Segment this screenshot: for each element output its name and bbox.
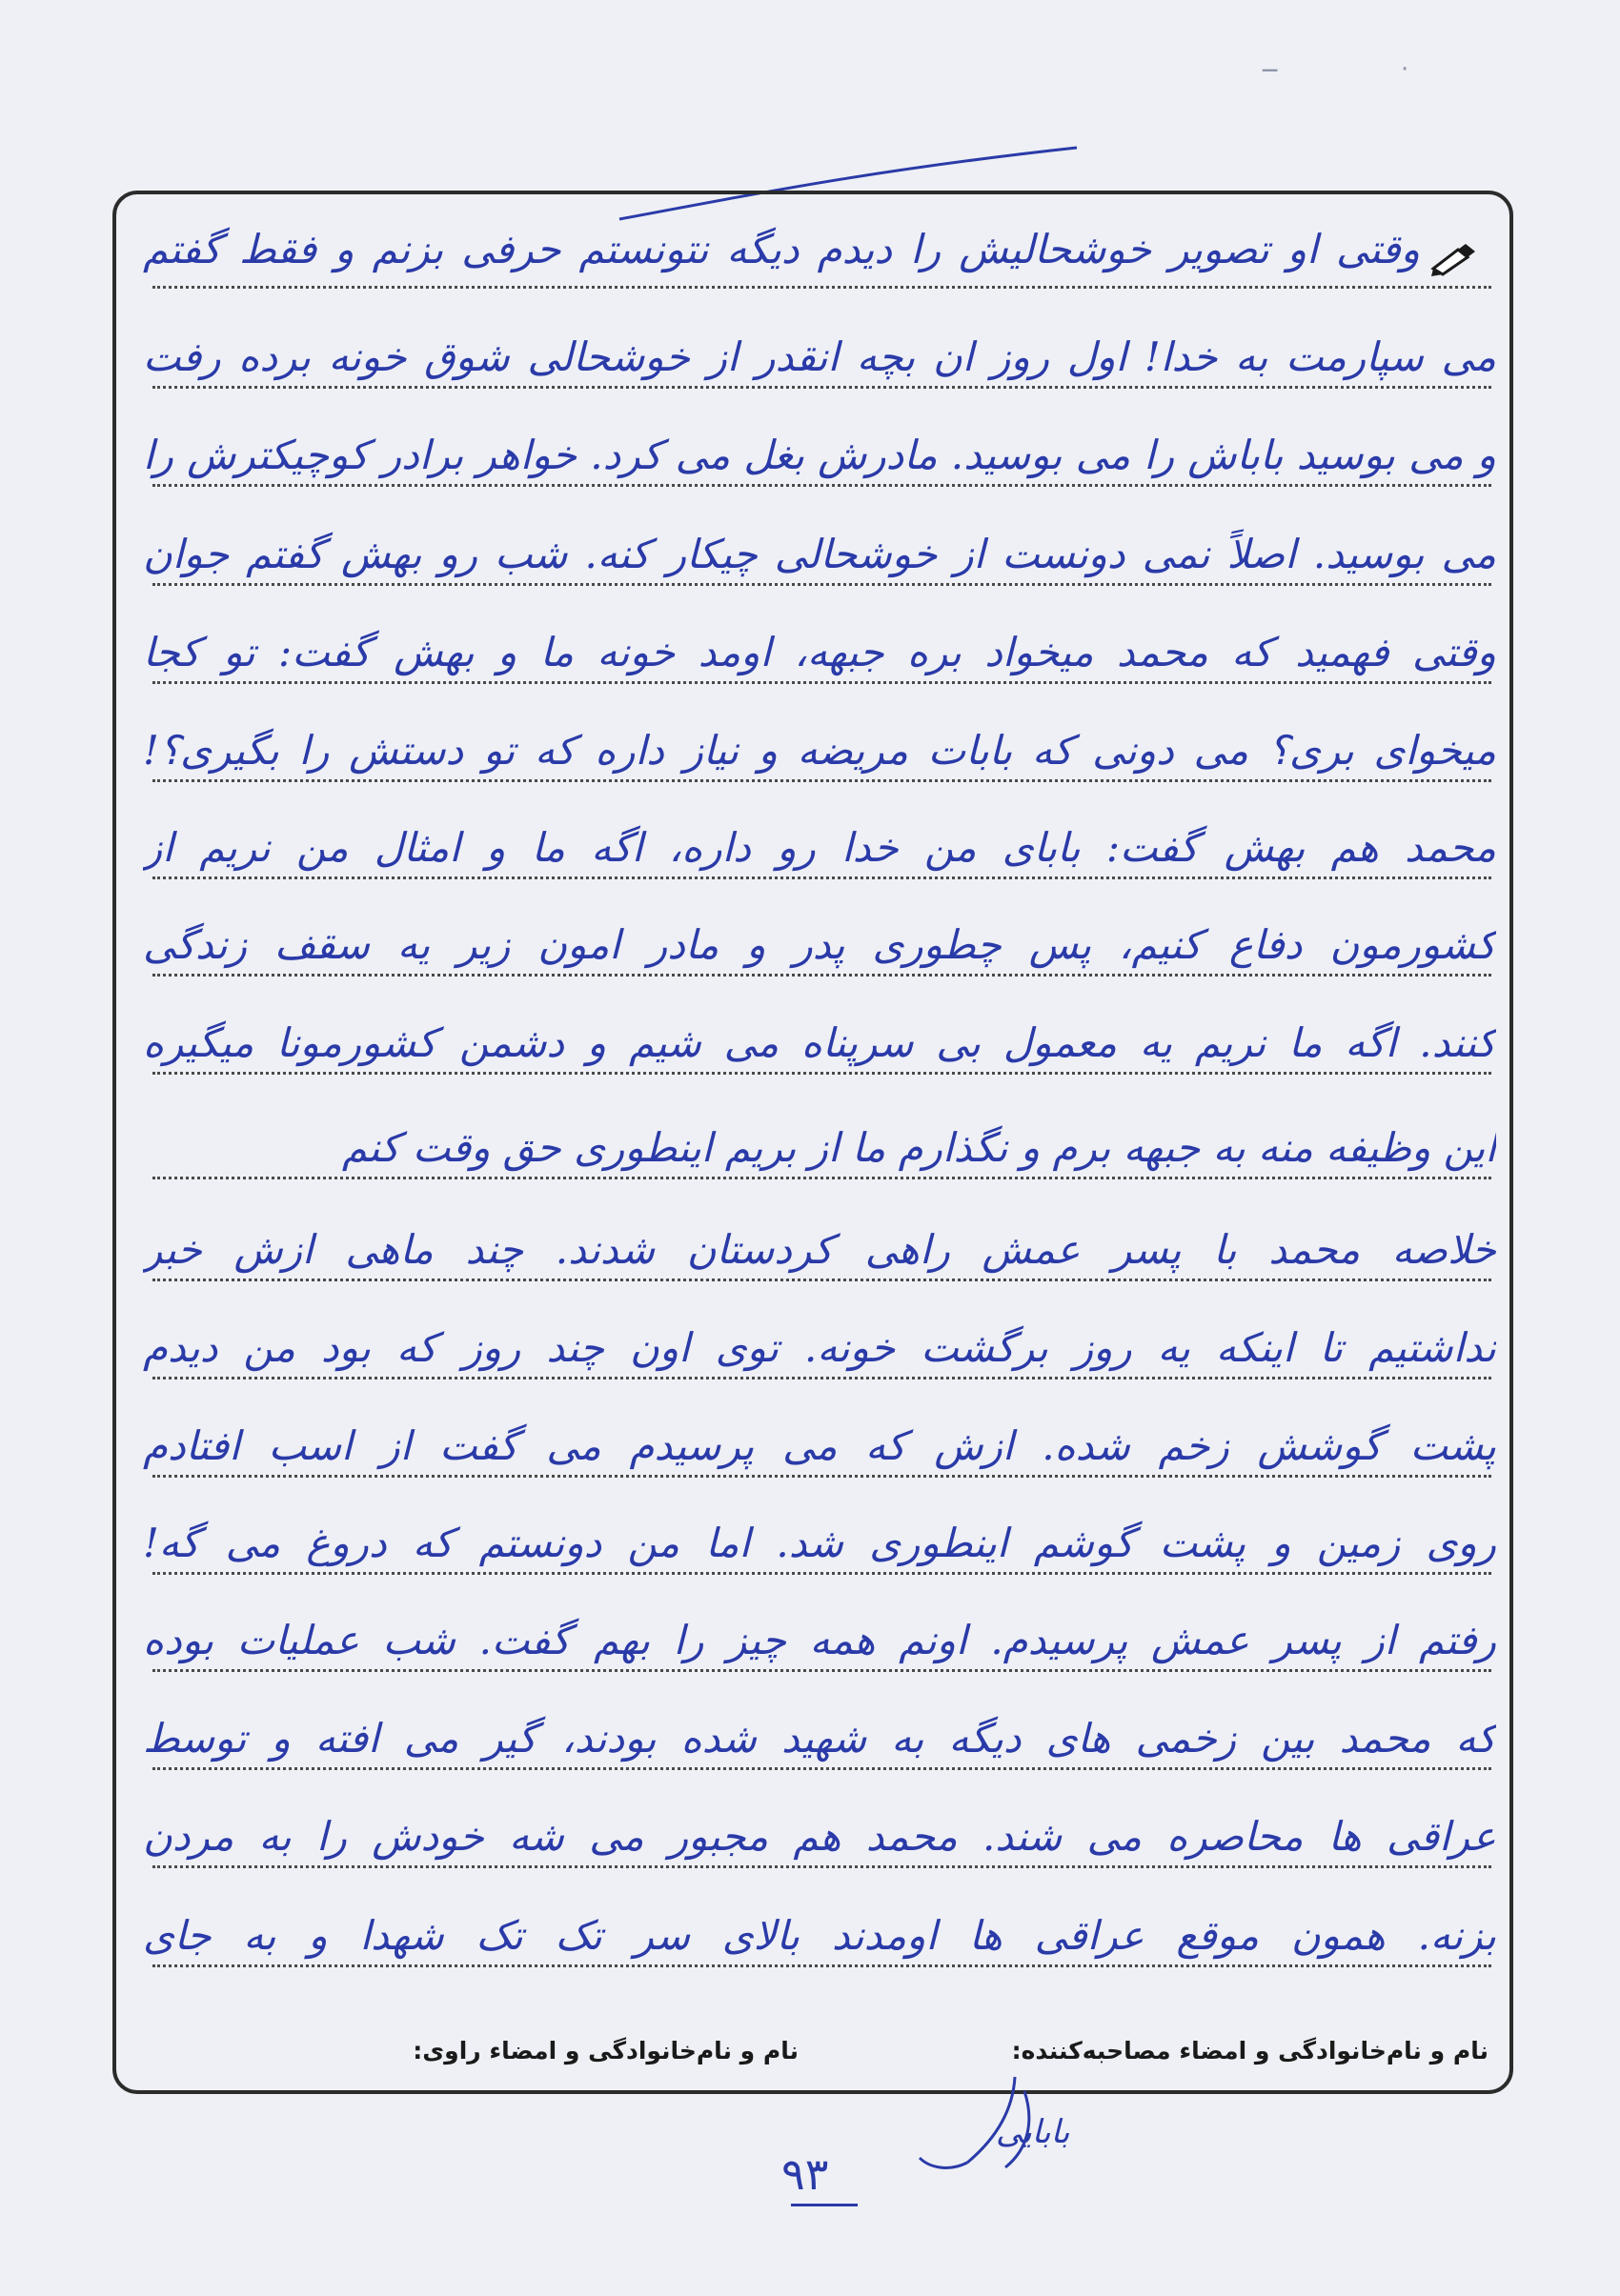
- ruled-line: [152, 1072, 1491, 1075]
- handwritten-line: وقتی فهمید که محمد میخواد بره جبهه، اومد خونه ما و بهش گفت: تو کجا: [143, 629, 1496, 675]
- ruled-line: [152, 583, 1491, 586]
- page-number-underline: [791, 2204, 858, 2206]
- ruled-line: [152, 1377, 1491, 1380]
- narrator-signature-label: نام و نام‌خانوادگی و امضاء راوی:: [413, 2037, 799, 2064]
- handwritten-line: می بوسید. اصلاً نمی دونست از خوشحالی چیکار کنه. شب رو بهش گفتم جوان: [143, 531, 1496, 577]
- ruled-line: [152, 1572, 1491, 1575]
- ruled-line: [152, 681, 1491, 684]
- handwritten-line: خلاصه محمد با پسر عمش راهی کردستان شدند. چند ماهی ازش خبر: [143, 1226, 1496, 1273]
- ruled-line: [152, 1964, 1491, 1967]
- handwritten-line: وقتی او تصویر خوشحالیش را دیدم دیگه نتونستم حرفی بزنم و فقط گفتم: [143, 226, 1420, 272]
- pen-icon: [1429, 240, 1479, 278]
- handwritten-line: می سپارمت به خدا! اول روز ان بچه انقدر از خوشحالی شوق خونه برده رفت: [143, 333, 1496, 380]
- handwritten-line: که محمد بین زخمی های دیگه به شهید شده بودند، گیر می افته و توسط: [143, 1715, 1496, 1762]
- paper-speck: ـ‌ـ: [1263, 50, 1278, 78]
- handwritten-line: محمد هم بهش گفت: بابای من خدا رو داره، اگه ما و امثال من نریم از: [143, 824, 1496, 871]
- handwritten-line: روی زمین و پشت گوشم اینطوری شد. اما من دونستم که دروغ می گه!: [143, 1520, 1496, 1566]
- ruled-line: [152, 1767, 1491, 1770]
- ruled-line: [152, 1669, 1491, 1672]
- handwritten-line: این وظیفه منه به جبهه برم و نگذارم ما از بریم اینطوری حق وقت کنم: [341, 1124, 1496, 1171]
- interviewer-signature-label: نام و نام‌خانوادگی و امضاء مصاحبه‌کننده:: [1011, 2037, 1488, 2064]
- ruled-line: [152, 779, 1491, 782]
- handwritten-line: پشت گوشش زخم شده. ازش که می پرسیدم می گفت از اسب افتادم: [143, 1422, 1496, 1469]
- ruled-line: [152, 974, 1491, 977]
- ruled-line: [152, 1865, 1491, 1868]
- ruled-line: [152, 286, 1491, 289]
- paper-speck: ·: [1401, 55, 1409, 84]
- ruled-line: [152, 1279, 1491, 1281]
- ruled-line: [152, 1177, 1491, 1179]
- handwritten-line: میخوای بری؟ می دونی که بابات مریضه و نیاز داره که تو دستش را بگیری؟!: [143, 727, 1496, 774]
- handwritten-line: عراقی ها محاصره می شند. محمد هم مجبور می شه خودش را به مردن: [143, 1813, 1496, 1860]
- ruled-line: [152, 1475, 1491, 1478]
- handwritten-line: کنند. اگه ما نریم یه معمول بی سرپناه می شیم و دشمن کشورمونا میگیره: [143, 1019, 1496, 1066]
- handwritten-line: و می بوسید باباش را می بوسید. مادرش بغل می کرد. خواهر برادر کوچیکترش را: [143, 432, 1496, 478]
- ruled-line: [152, 484, 1491, 487]
- handwritten-line: رفتم از پسر عمش پرسیدم. اونم همه چیز را بهم گفت. شب عملیات بوده: [143, 1617, 1496, 1663]
- handwritten-line: نداشتیم تا اینکه یه روز برگشت خونه. توی اون چند روز که بود من دیدم: [143, 1324, 1496, 1371]
- handwritten-line: بزنه. همون موقع عراقی ها اومدند بالای سر تک تک شهدا و به جای: [143, 1912, 1496, 1959]
- ruled-line: [152, 876, 1491, 879]
- page-number: ۹۳: [781, 2148, 829, 2200]
- signature-name: بابایی: [996, 2113, 1070, 2151]
- handwritten-line: کشورمون دفاع کنیم، پس چطوری پدر و مادر امون زیر یه سقف زندگی: [143, 921, 1496, 968]
- ruled-line: [152, 386, 1491, 389]
